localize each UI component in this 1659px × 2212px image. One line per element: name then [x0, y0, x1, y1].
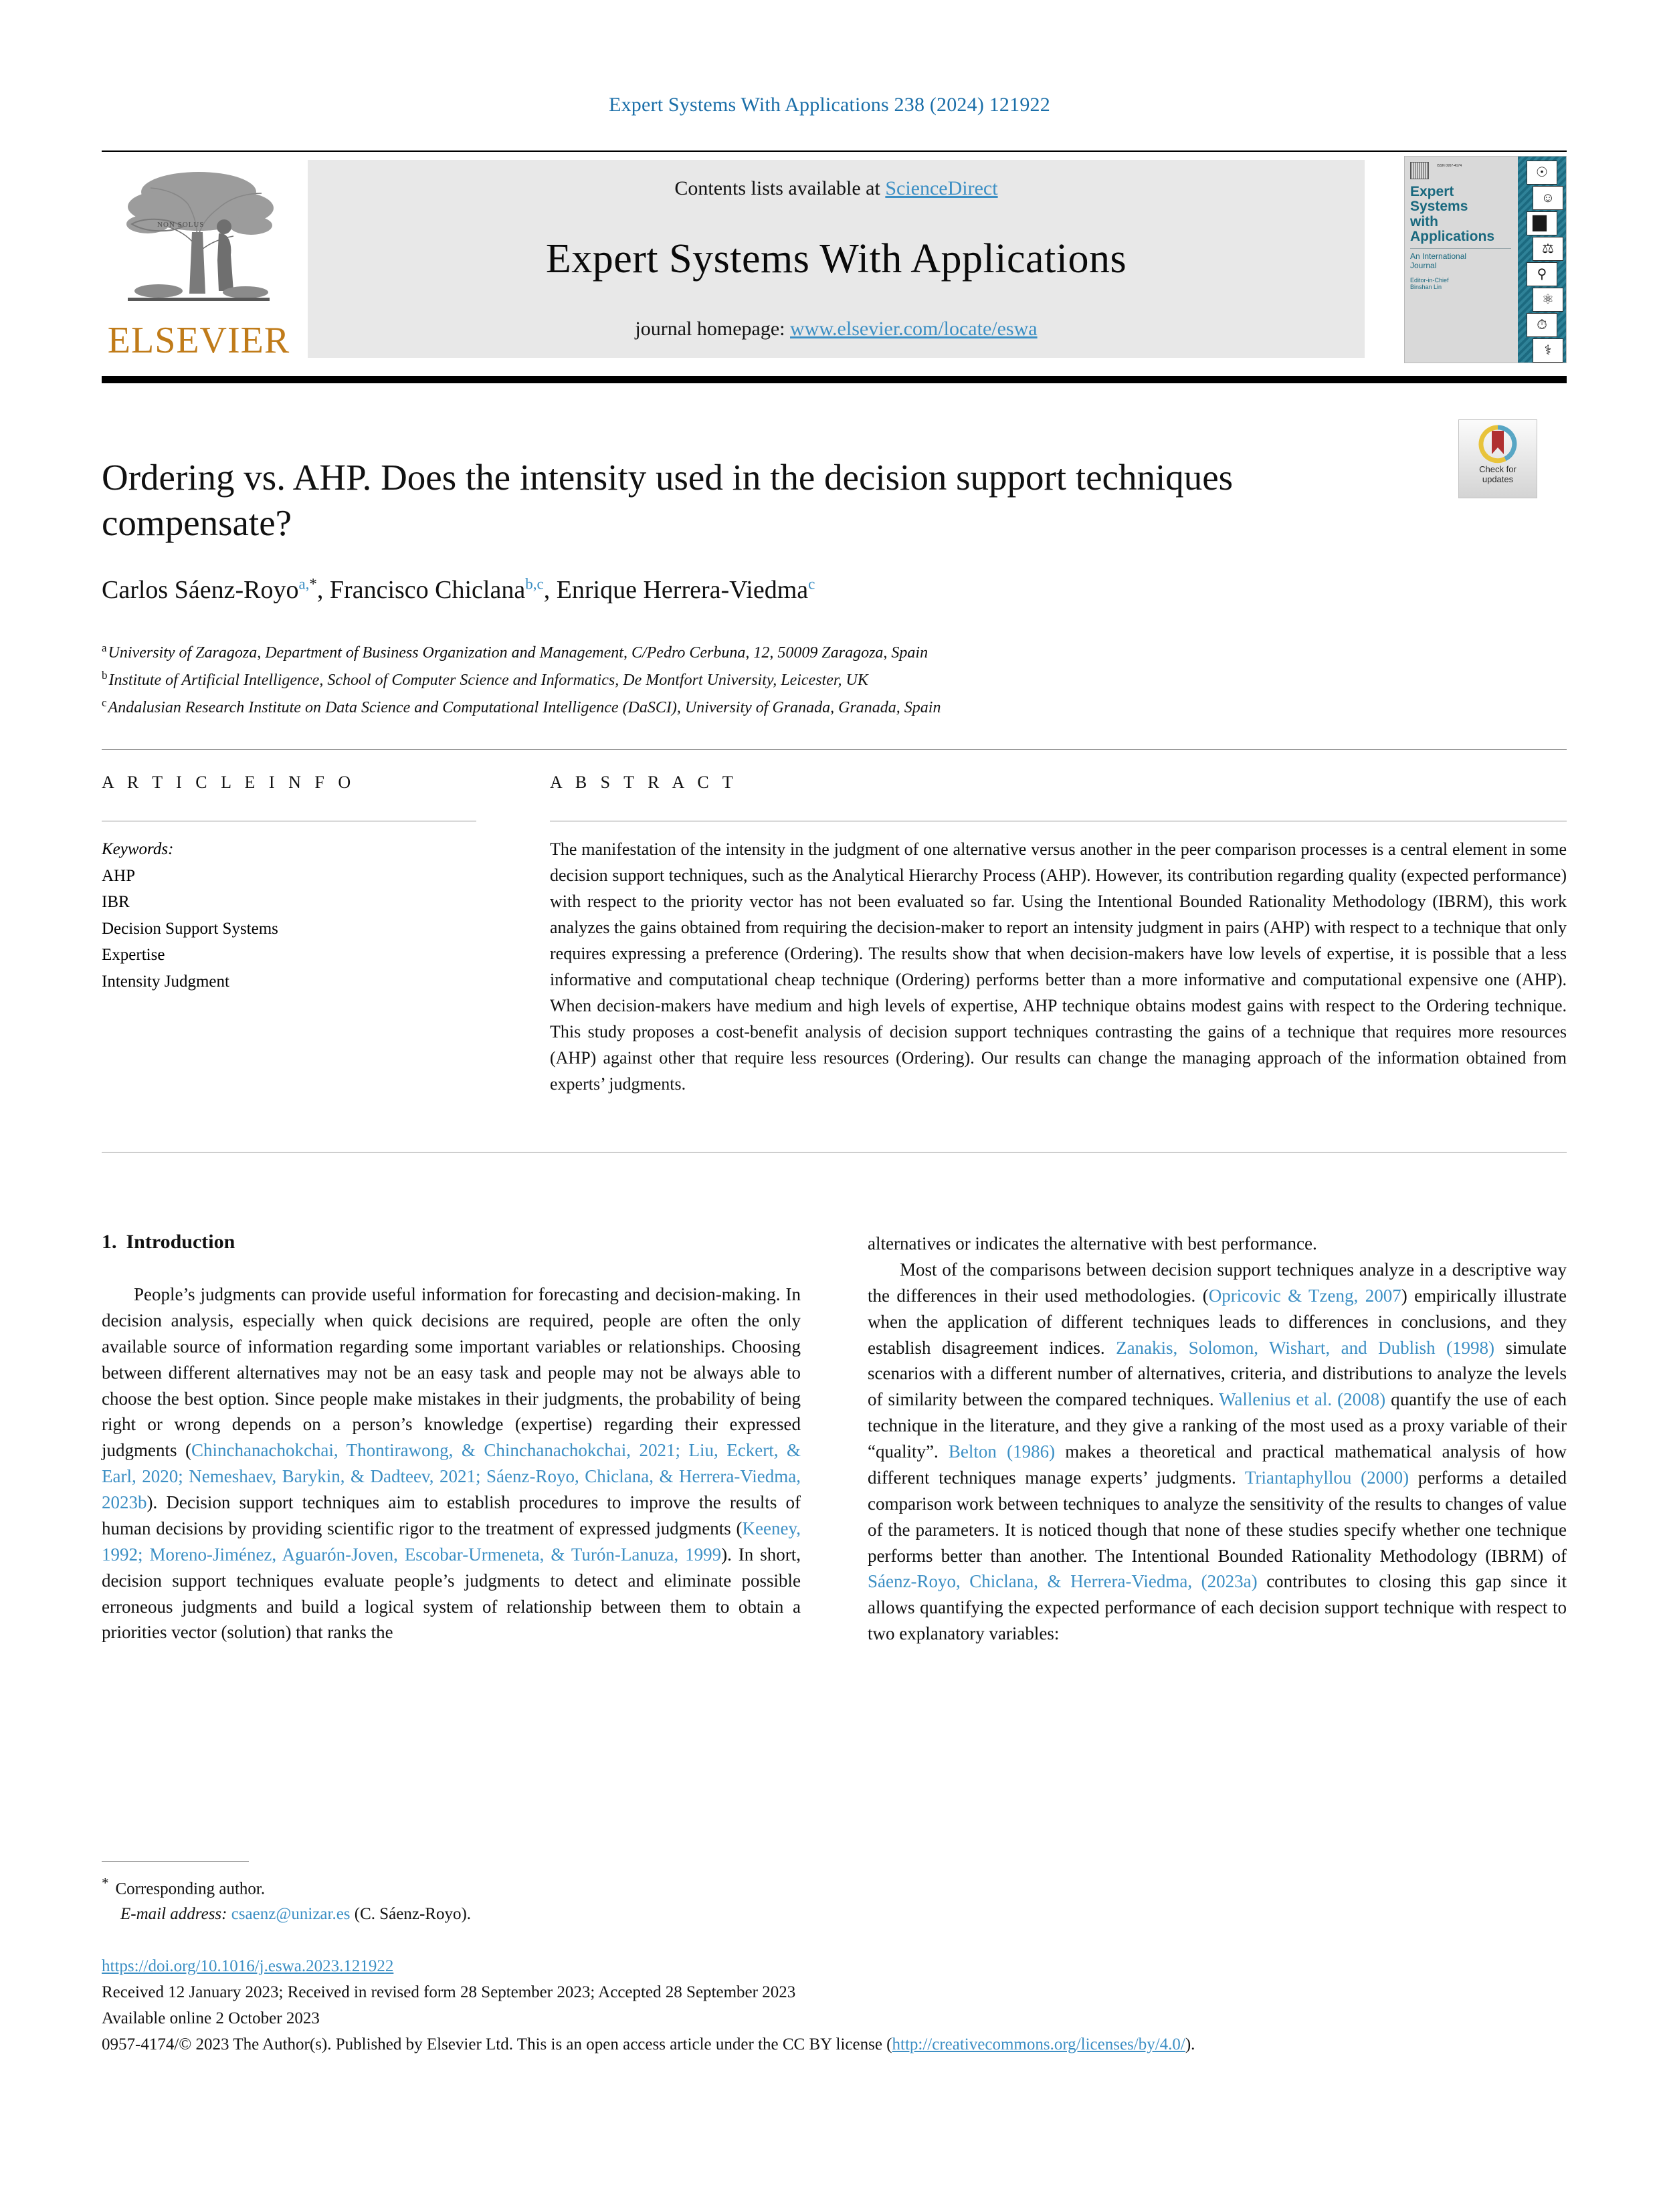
- caduceus-icon: ⚕: [1533, 338, 1563, 363]
- microscope-icon: ⚲: [1527, 262, 1557, 286]
- affiliation-b-text: Institute of Artificial Intelligence, School of Computer Science and Informatics, De Montfort University, Leicester, UK: [108, 671, 868, 689]
- masthead-top-rule: [102, 150, 1567, 152]
- cover-subtitle-line1: An International: [1410, 252, 1467, 261]
- doi-line: [102, 1953, 1567, 1979]
- elsevier-tree-icon: [118, 160, 279, 319]
- doi-link[interactable]: https://doi.org/10.1016/j.eswa.2023.121922: [102, 1957, 394, 1975]
- email-label: E-mail address:: [120, 1905, 227, 1924]
- author-1-corresponding-star: *: [309, 575, 317, 593]
- cover-editor: [1410, 277, 1514, 292]
- steering-wheel-icon: ☉: [1527, 161, 1557, 185]
- running-head: Expert Systems With Applications 238 (2024) 121922: [609, 94, 1050, 116]
- author-3-affiliation-mark: c: [808, 575, 815, 593]
- left-column: [102, 1231, 801, 1647]
- citation-link[interactable]: Sáenz-Royo, Chiclana, & Herrera-Viedma, (2023a): [868, 1571, 1258, 1592]
- paragraph-text: People’s judgments can provide useful information for forecasting and decision-making. In decision analysis, especially when quick decisions are required, people are often the only available source of information regarding some important variables or relationships. Choosing between different alternatives may not be an easy task and people may not be always able to choose the best option. Since people make mistakes in their judgments, the probability of being right or wrong depends on a person’s knowledge (expertise) regarding their expressed judgments (: [102, 1284, 801, 1461]
- paragraph-text: ). In short, decision support techniques evaluate people’s judgments to detect and eliminate possible erroneous judgments and build a logical system of relationship between them to obtain a priorities vector (solution) that ranks the: [102, 1544, 801, 1643]
- keyword-item: Expertise: [102, 946, 165, 964]
- paragraph: [868, 1257, 1567, 1647]
- keyword-item: IBR: [102, 893, 130, 911]
- paragraph-text: performs a detailed comparison work between techniques to analyze the sensitivity of the results to changes of value of the parameters. It is noticed though that none of these studies specify whether one technique performs better than another. The Intentional Bounded Rationality Methodology (IBRM) of: [868, 1467, 1567, 1566]
- atom-icon: ⚛: [1533, 288, 1563, 312]
- available-online-line: Available online 2 October 2023: [102, 2009, 320, 2027]
- journal-cover-thumbnail: [1404, 156, 1567, 363]
- journal-title: Expert Systems With Applications: [545, 235, 1127, 282]
- citation-link[interactable]: Triantaphyllou (2000): [1244, 1467, 1409, 1488]
- affiliation-c-text: Andalusian Research Institute on Data Science and Computational Intelligence (DaSCI), University of Granada, Granada, Spain: [108, 698, 941, 716]
- journal-masthead: [102, 150, 1567, 371]
- citation-link[interactable]: Belton (1986): [948, 1441, 1056, 1462]
- keyword-item: Intensity Judgment: [102, 972, 229, 991]
- section-title: Introduction: [126, 1231, 235, 1253]
- copyright-text-a: 0957-4174/© 2023 The Author(s). Published by Elsevier Ltd. This is an open access article under the CC BY license (: [102, 2035, 892, 2053]
- crossmark-badge[interactable]: [1458, 419, 1537, 498]
- citation-link[interactable]: Zanakis, Solomon, Wishart, and Dublish (1998): [1116, 1337, 1495, 1358]
- cover-name-line2: Systems: [1410, 199, 1468, 215]
- corresponding-star: *: [102, 1875, 109, 1891]
- cover-name-line1: Expert: [1410, 184, 1454, 199]
- gauge-icon: ⏱: [1527, 313, 1557, 337]
- paragraph-text: contributes to closing this gap since it allows quantifying the expected performance of each decision support technique with respect to two explanatory variables:: [868, 1571, 1567, 1644]
- citation-link[interactable]: Chinchanachokchai, Thontirawong, & Chinchanachokchai, 2021; Liu, Eckert, & Earl, 2020; Nemeshaev, Barykin, & Dadteev, 2021; Sáenz-Royo, Chiclana, & Herrera-Viedma, 2023b: [102, 1440, 801, 1512]
- svg-text:NON SOLUS: NON SOLUS: [157, 221, 205, 229]
- paragraph: alternatives or indicates the alternative with best performance.: [868, 1233, 1317, 1253]
- keyword-item: Decision Support Systems: [102, 919, 278, 938]
- cover-subtitle-line2: Journal: [1410, 260, 1437, 270]
- contents-available-line: [674, 177, 997, 200]
- affiliation-list: [102, 639, 1373, 721]
- right-column: [868, 1231, 1567, 1647]
- paragraph-text: ) empirically illustrate when the application of different techniques leads to differences in conclusions, and they establish disagreement indices.: [868, 1285, 1567, 1358]
- cover-divider: [1410, 248, 1511, 249]
- affiliation-c: [102, 694, 1373, 721]
- paragraph-text: simulate scenarios with a different number of alternatives, criteria, and distributions to analyze the levels of similarity between the compared techniques.: [868, 1337, 1567, 1410]
- affiliation-a-text: University of Zaragoza, Department of Business Organization and Management, C/Pedro Cerbuna, 12, 50009 Zaragoza, Spain: [108, 644, 929, 662]
- sciencedirect-link[interactable]: ScienceDirect: [885, 177, 998, 199]
- keyword-item: AHP: [102, 866, 136, 885]
- journal-banner: [308, 160, 1365, 358]
- corresponding-author-text: Corresponding author.: [115, 1880, 266, 1898]
- author-name-2: Francisco Chiclana: [329, 576, 526, 604]
- author-name-3: Enrique Herrera-Viedma: [556, 576, 809, 604]
- copyright-text-b: ).: [1185, 2035, 1195, 2053]
- crossmark-line1: Check for: [1479, 464, 1517, 474]
- citation-link[interactable]: Wallenius et al. (2008): [1219, 1389, 1386, 1410]
- cover-elsevier-mark-icon: [1410, 162, 1429, 179]
- head-profile-icon: ☺: [1533, 186, 1563, 210]
- paragraph-text: makes a theoretical and practical mathematical analysis of how different techniques manage experts’ judgments.: [868, 1441, 1567, 1488]
- affiliation-b-label: b: [102, 668, 108, 682]
- abstract-heading: A B S T R A C T: [550, 773, 738, 792]
- author-2-affiliation-mark: b,c: [525, 575, 544, 593]
- cover-editor-line1: Editor-in-Chief: [1410, 276, 1449, 284]
- footer-block: [102, 1953, 1567, 2057]
- paragraph: [102, 1282, 801, 1645]
- info-abstract-band: [102, 749, 1567, 1097]
- section-heading-introduction: [102, 1231, 801, 1253]
- cover-journal-name: [1410, 185, 1514, 244]
- paragraph-text: quantify the use of each technique in the literature, and they give a ranking of the most used as a proxy variable of their “quality”.: [868, 1389, 1567, 1462]
- article-info-heading: A R T I C L E I N F O: [102, 773, 356, 792]
- footnote-block: [102, 1873, 838, 1927]
- crossmark-line2: updates: [1482, 474, 1514, 484]
- footnote-rule: [102, 1861, 249, 1862]
- crossmark-label: [1479, 465, 1517, 485]
- affiliation-b: [102, 666, 1373, 694]
- body-columns: [102, 1231, 1567, 1647]
- cover-name-line3: with: [1410, 213, 1438, 229]
- abstract-text: The manifestation of the intensity in the judgment of one alternative versus another in the peer comparison processes is a central element in some decision support techniques, such as the Analytical Hierarchy Process (AHP). However, its contribution regarding quality (expected performance) with respect to the priority vector has not been evaluated so far. Using the Intentional Bounded Rationality Methodology (IBRM), this work analyzes the gains obtained from requiring the decision-maker to report an intensity judgment in pairs (AHP) with respect to a technique that only requires expressing a preference (Ordering). The results show that when decision-makers have low levels of expertise, it is possible that a less informative and computational cheap technique (Ordering) performs better than a more informative and computational expensive one (AHP). When decision-makers have medium and high levels of expertise, AHP technique obtains modest gains with respect to the Ordering technique. This study proposes a cost-benefit analysis of decision support techniques contrasting the gains of a technique that requires more resources (AHP) against other that require less resources (Ordering). Our results can change the managing approach of the information obtained from experts’ judgments.: [550, 839, 1567, 1094]
- journal-homepage-link[interactable]: www.elsevier.com/locate/eswa: [790, 318, 1038, 340]
- citation-link[interactable]: Opricovic & Tzeng, 2007: [1208, 1285, 1401, 1306]
- affiliation-a-label: a: [102, 641, 107, 654]
- cover-left-panel: [1405, 157, 1518, 363]
- masthead-bottom-rule: [102, 376, 1567, 383]
- journal-homepage-line: [635, 318, 1037, 340]
- crossmark-icon: [1477, 425, 1519, 464]
- author-list: Carlos Sáenz-Royo$^{a,*}$, Francisco Chiclana$^{b,c}$, Enrique Herrera-Viedma$^c$: [102, 575, 815, 604]
- abstract-column: [550, 773, 1567, 1097]
- corresponding-author-line: [102, 1873, 838, 1902]
- elsevier-logo: [102, 160, 296, 361]
- bar-chart-icon: █▌: [1527, 211, 1557, 235]
- citation-link[interactable]: Keeney, 1992; Moreno-Jiménez, Aguarón-Joven, Escobar-Urmeneta, & Turón-Lanuza, 1999: [102, 1518, 801, 1565]
- contents-prefix: Contents lists available at: [674, 177, 886, 199]
- cover-subtitle: [1410, 252, 1514, 271]
- cover-issn: ISSN 0957-4174: [1437, 164, 1462, 168]
- paragraph-text: ). Decision support techniques aim to establish procedures to improve the results of human decisions by providing scientific rigor to the treatment of expressed judgments (: [102, 1492, 801, 1538]
- received-line: Received 12 January 2023; Received in revised form 28 September 2023; Accepted 28 September 2023: [102, 1983, 796, 2001]
- cc-license-link[interactable]: http://creativecommons.org/licenses/by/4.0/: [892, 2035, 1185, 2053]
- keywords-label: Keywords:: [102, 840, 174, 858]
- email-line: [102, 1902, 838, 1927]
- scales-icon: ⚖: [1533, 237, 1563, 261]
- paragraph-text: Most of the comparisons between decision support techniques analyze in a descriptive way the differences in their used methodologies. (: [868, 1259, 1567, 1306]
- homepage-prefix: journal homepage:: [635, 318, 790, 340]
- email-link[interactable]: csaenz@unizar.es: [231, 1905, 351, 1924]
- affiliation-a: [102, 639, 1373, 666]
- author-1-affiliation-mark: a,: [298, 575, 310, 593]
- cover-editor-line2: Binshan Lin: [1410, 284, 1442, 291]
- article-info-column: [102, 773, 503, 1097]
- section-number: 1.: [102, 1231, 117, 1253]
- elsevier-wordmark: ELSEVIER: [107, 320, 290, 361]
- cover-name-line4: Applications: [1410, 228, 1495, 244]
- page-title: Ordering vs. AHP. Does the intensity used in the decision support techniques compensate?: [102, 457, 1234, 544]
- cover-icon-strip: [1518, 157, 1566, 363]
- email-owner: (C. Sáenz-Royo).: [354, 1905, 472, 1924]
- author-name-1: Carlos Sáenz-Royo: [102, 576, 299, 604]
- affiliation-c-label: c: [102, 696, 107, 709]
- copyright-line: [102, 2031, 1567, 2057]
